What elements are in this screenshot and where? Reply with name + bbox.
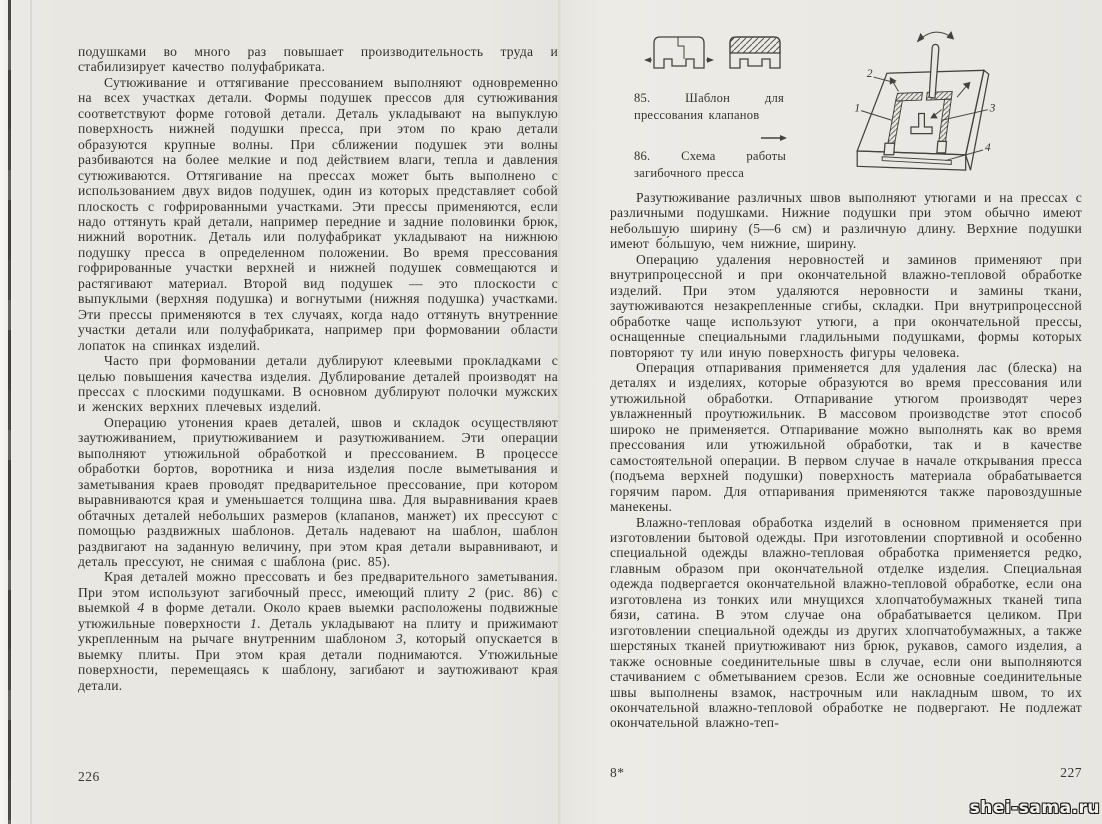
paragraph: подушками во много раз повышает производительность труда и стабилизирует качество полуфабриката. bbox=[78, 44, 558, 75]
figure-label-2: 2 bbox=[866, 68, 873, 81]
figure-reference-number: 4 bbox=[137, 600, 145, 616]
paragraph: Разутюживание различных швов выполняют утюгами и на прессах с различными подушками. Нижние подушки при этом обычно имеют небольшую ширину (5—6 см) и различную длину. Верхние подушки имеют бо́льшую, чем нижние, ширину. bbox=[610, 190, 1082, 252]
text-run: Края деталей можно прессовать и без предварительного заметывания. При этом используют загибочный пресс, имеющий плиту bbox=[78, 569, 558, 600]
paragraph: Сутюживание и оттягивание прессованием выполняют одновременно на всех участках детали. Формы подушек прессов для сутюживания соответствуют форме готовой детали. Деталь укладывают на выпуклую поверхность нижней подушки пресса, при этом по краю детали образуются крупные волны. При сближении подушек эти волны разбиваются на более мелкие и под действием влаги, тепла и давления сутюживаются. Оттягивание на прессах может быть выполнено с использованием двух видов подушек, один из которых представляет собой плоскость с гофрированными участками. Эти прессы применяются, если надо оттянуть край детали, например передние и задние половинки брюк, нижний воротник. Деталь или полуфабрикат укладывают на нижнюю подушку пресса в определенном положении. Во время прессования гофрированные участки верхней и нижней подушек совмещаются и растягивают материал. Второй вид подушек — это плоскости с выпуклыми (верхняя подушка) и вогнутыми (нижняя подушка) участками. Эти прессы применяются в тех случаях, когда надо оттянуть внутренние участки детали или полуфабриката, например при формовании области лопаток на спинках изделий. bbox=[78, 74, 558, 353]
site-watermark: shei-sama.ru bbox=[969, 798, 1100, 818]
figure-reference-number: 1 bbox=[249, 615, 257, 631]
text-run: (рис. 86) с выемкой bbox=[78, 584, 558, 616]
page-edge-shadow bbox=[30, 0, 32, 824]
right-text-column bbox=[610, 190, 1082, 768]
text-run: в форме детали. Около краев выемки расположены подвижные утюжильные поверхности bbox=[78, 600, 558, 631]
page-number-left: 226 bbox=[78, 769, 100, 784]
figure-label-3: 3 bbox=[989, 102, 996, 115]
paragraph: Часто при формовании детали дублируют клеевыми прокладками с целью повышения качества изделия. Дублирование деталей производят на прессах с плоскими подушками. В основном дублируют полочки мужских и женских верхних плечевых изделий. bbox=[78, 353, 558, 415]
figure-reference-number: 3 bbox=[395, 631, 403, 647]
figure-label-4: 4 bbox=[984, 141, 991, 154]
paragraph bbox=[78, 569, 558, 693]
page-number-right: 227 bbox=[1060, 765, 1082, 780]
scan-edge-line bbox=[8, 0, 11, 824]
figure-86-caption: 86. Схема работы загибочного пресса bbox=[634, 149, 786, 180]
left-text-column bbox=[78, 44, 558, 766]
figure-86-diagram bbox=[838, 16, 1030, 188]
page-gutter bbox=[558, 0, 561, 824]
figure-reference-number: 2 bbox=[468, 584, 476, 600]
paragraph: Операцию удаления неровностей и заминов применяют при внутрипроцессной и при окончательной влажно-тепловой обработке изделий. При этом удаляются неровности и замины ткани, заутюживаются незакрепленные сгибы, складки. При внутрипроцессной обработке чаще используют утюги, а при окончательной прессы, оснащенные специальными гладильными подушками, формы которых повторяют ту или иную поверхность фигуры человека. bbox=[610, 251, 1082, 360]
paragraph: Влажно-тепловая обработка изделий в основном применяется при изготовлении бытовой одежды. При изготовлении спортивной и особенно специальной одежды влажно-тепловая обработка применяется редко, главным образом при окончательной отделке изделия. Специальная одежда подвергается окончательной влажно-тепловой обработке, если она изготовлена из тонких или мнущихся хлопчатобумажных тканей типа бязи, сатина. В этом случае она обрабатывается целиком. При изготовлении специальной одежды из других хлопчатобумажных, а также шерстяных тканей приутюживают низ брюк, рукавов, самого изделия, а также основные соединительные швы в случае, если они выполняются стачиванием с обметыванием срезов. Если же основные соединительные швы выполнены взамок, настрочным или накладным швом, то их окончательной влажно-тепловой обработке не подвергают. Не подлежат окончательной влажно-теп- bbox=[610, 514, 1082, 731]
paragraph: Операция отпаривания применяется для удаления лас (блеска) на деталях и изделиях, которые образуются во время прессования или утюжильной обработки. Отпаривание утюгом производят через увлажненный проутюжильник. В массовом производстве этот способ широко не применяется. Отпаривание можно выполнять как во время прессования или утюжильной обработки, так и в качестве самостоятельной операции. В первом случае в начале открывания пресса (подъема верхней подушки) поверхность материала обрабатывается горячим паром. Для отпаривания применяются также паровоздушные манекены. bbox=[610, 359, 1082, 515]
direction-arrow-icon bbox=[760, 132, 788, 144]
signature-mark: 8* bbox=[610, 765, 625, 780]
figure-label-1: 1 bbox=[854, 102, 861, 115]
text-run: , который опускается в выемку плиты. При этом края детали поднимаются. Утюжильные поверхности, перемещаясь к шаблону, загибают и заутюживают края детали. bbox=[78, 631, 558, 693]
text-run: . Деталь укладывают на плиту и прижимают укрепленным на рычаге внутренним шаблоном bbox=[78, 615, 558, 647]
figure-85-caption: 85. Шаблон для прессования клапанов bbox=[634, 91, 784, 122]
figure-85-diagram bbox=[644, 26, 794, 78]
paragraph: Операцию утонения краев деталей, швов и складок осуществляют заутюживанием, приутюживанием и разутюживанием. Эти операции выполняют утюжильной обработкой и прессованием. В процессе обработки бортов, воротника и низа изделия после выметывания и заметывания краев проводят предварительное прессование, при котором выравниваются края и уменьшается толщина шва. Для выравнивания краев обтачных деталей небольших размеров (клапанов, манжет) их прессуют с помощью раздвижных шаблонов. Деталь надевают на шаблон, шаблон раздвигают на заданную величину, при этом края детали выравнивают, и деталь прессуют, не снимая с шаблона (рис. 85). bbox=[78, 414, 558, 569]
